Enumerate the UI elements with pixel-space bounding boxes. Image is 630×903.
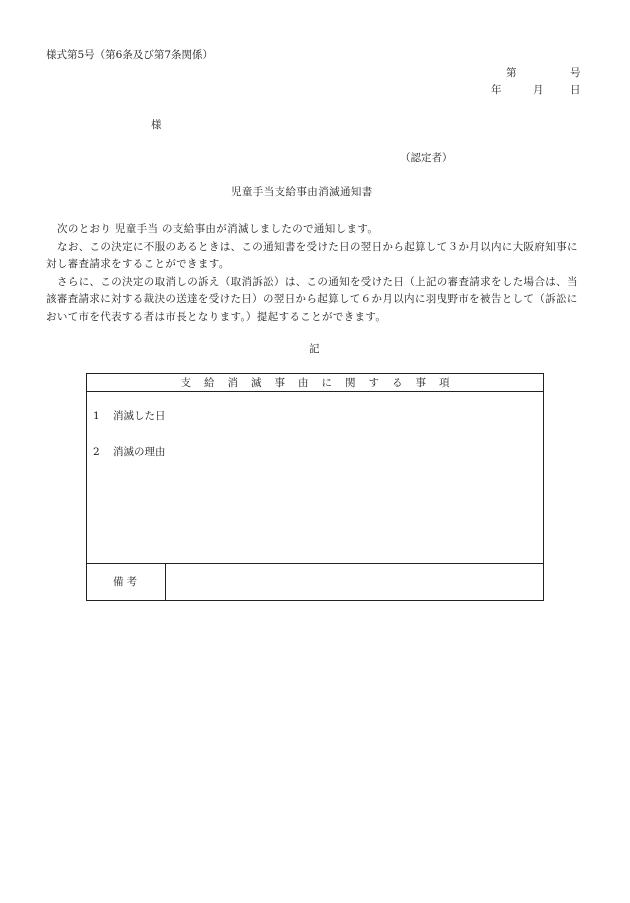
issuer-label: （認定者）	[400, 152, 453, 164]
body-paragraph-2: なお、この決定に不服のあるときは、この通知書を受けた日の翌日から起算して３か月以内に大阪府知事に対し審査請求をすることができます。	[46, 240, 578, 270]
table-header: 支給消滅事由に関する事項	[180, 377, 463, 389]
details-table	[86, 373, 544, 601]
remarks-divider	[87, 563, 543, 564]
header-divider	[87, 391, 543, 392]
item2-number: 2	[93, 446, 100, 458]
form-number: 様式第5号（第6条及び第7条関係）	[46, 49, 214, 61]
doc-number-prefix: 第	[506, 67, 517, 79]
ki-heading: 記	[309, 343, 320, 355]
document-title: 児童手当支給事由消滅通知書	[231, 186, 373, 198]
remarks-label: 備考	[113, 576, 140, 588]
date-year: 年	[491, 84, 502, 96]
date-day: 日	[570, 84, 581, 96]
body-paragraph-3: さらに、この決定の取消しの訴え（取消訴訟）は、この通知を受けた日（上記の審査請求をした場合は、当該審査請求に対する裁決の送達を受けた日）の翌日から起算して６か月以内に羽曳野市を被告として（訴訟において市を代表する者は市長となります。）提起することができます。	[46, 275, 578, 323]
item1-label: 消滅した日	[113, 410, 166, 422]
item1-number: 1	[93, 410, 100, 422]
addressee-honorific: 様	[151, 119, 162, 131]
body-paragraph-1: 次のとおり 児童手当 の支給事由が消滅しましたので通知します。	[57, 223, 379, 235]
item2-label: 消滅の理由	[113, 446, 166, 458]
doc-number-suffix: 号	[570, 67, 581, 79]
date-month: 月	[533, 84, 544, 96]
body-text	[46, 221, 586, 326]
remarks-column-divider	[165, 563, 166, 600]
